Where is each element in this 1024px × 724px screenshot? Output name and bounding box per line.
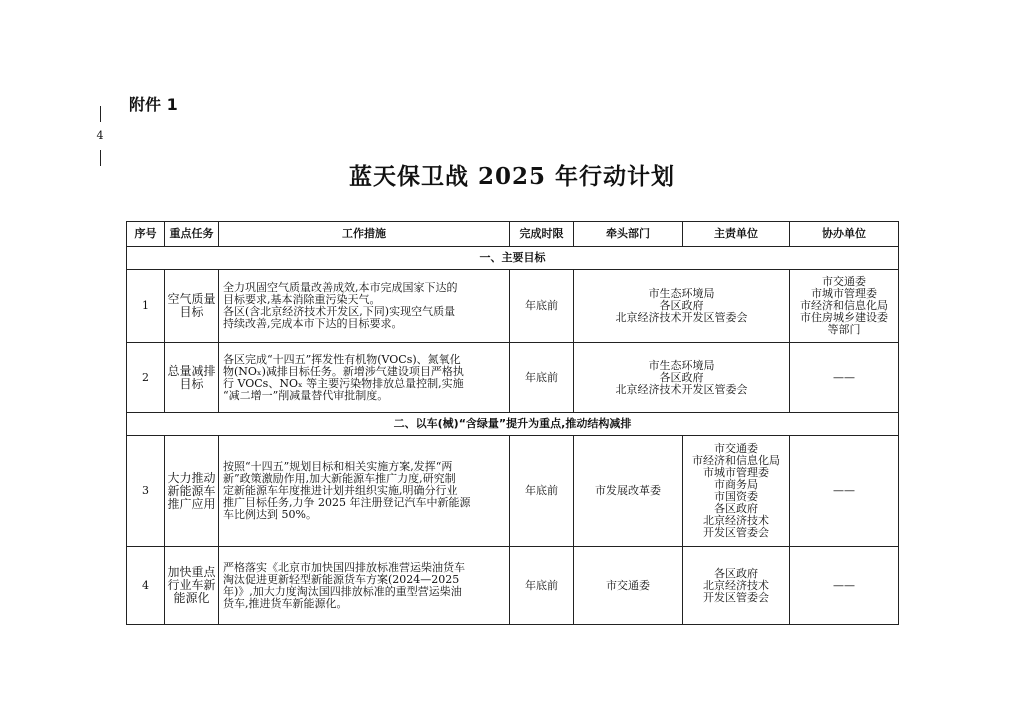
row-no: 1 bbox=[127, 270, 165, 343]
task-line: 目标 bbox=[179, 305, 204, 319]
section-title: 一、主要目标 bbox=[127, 247, 899, 270]
measure-line: 货车,推进货车新能源化。 bbox=[223, 596, 348, 610]
measure-line: 目标要求,基本消除重污染天气。 bbox=[223, 293, 381, 306]
department-line: 市交通委 bbox=[714, 442, 758, 455]
page-number: 4 bbox=[96, 129, 104, 142]
task-line: 空气质量 bbox=[167, 292, 216, 306]
page-number-dash-top bbox=[100, 106, 101, 122]
header-deadline: 完成时限 bbox=[510, 222, 574, 247]
table-header-row bbox=[127, 222, 899, 247]
header-task: 重点任务 bbox=[165, 222, 219, 247]
row-assist bbox=[790, 270, 899, 343]
department-line: 市生态环境局 bbox=[648, 358, 715, 372]
measure-line: 年)》,加大力度淘汰国四排放标准的重型营运柴油 bbox=[223, 584, 462, 598]
table-row bbox=[127, 436, 899, 547]
department-line: 开发区管委会 bbox=[703, 526, 769, 539]
table-row bbox=[127, 547, 899, 625]
department-line: 各区政府 bbox=[714, 566, 758, 580]
department-line: 市交通委 bbox=[822, 275, 866, 288]
section-row bbox=[127, 413, 899, 436]
row-task bbox=[165, 436, 219, 547]
measure-line: 物(NOₓ)减排目标任务。新增涉气建设项目严格执 bbox=[223, 364, 464, 378]
header-measure: 工作措施 bbox=[219, 222, 510, 247]
task-line: 新能源车 bbox=[167, 483, 216, 498]
page-number-marker bbox=[92, 106, 108, 166]
row-measure bbox=[219, 270, 510, 343]
row-responsible bbox=[683, 547, 790, 625]
department-line: 市城市管理委 bbox=[703, 466, 769, 479]
task-line: 能源化 bbox=[173, 591, 210, 605]
header-responsible: 主责单位 bbox=[683, 222, 790, 247]
row-task bbox=[165, 343, 219, 413]
row-lead-responsible bbox=[574, 343, 790, 413]
department-line: 开发区管委会 bbox=[703, 590, 769, 604]
department-line: 市生态环境局 bbox=[648, 287, 715, 300]
measure-line: 定新能源车年度推进计划并组织实施,明确分行业 bbox=[223, 484, 458, 497]
row-deadline: 年底前 bbox=[510, 270, 574, 343]
row-lead: 市交通委 bbox=[574, 547, 683, 625]
row-assist: —— bbox=[790, 436, 899, 547]
table-row bbox=[127, 343, 899, 413]
row-task bbox=[165, 547, 219, 625]
header-assist: 协办单位 bbox=[790, 222, 899, 247]
task-line: 大力推动 bbox=[167, 470, 216, 485]
header-no: 序号 bbox=[127, 222, 165, 247]
row-no: 4 bbox=[127, 547, 165, 625]
measure-line: 行 VOCs、NOₓ 等主要污染物排放总量控制,实施 bbox=[223, 376, 464, 390]
action-plan-table bbox=[126, 221, 899, 625]
row-deadline: 年底前 bbox=[510, 343, 574, 413]
table-row bbox=[127, 270, 899, 343]
row-no: 3 bbox=[127, 436, 165, 547]
row-measure bbox=[219, 343, 510, 413]
department-line: 北京经济技术 bbox=[703, 514, 769, 527]
row-measure bbox=[219, 436, 510, 547]
row-assist: —— bbox=[790, 547, 899, 625]
task-line: 加快重点 bbox=[167, 565, 216, 579]
department-line: 市经济和信息化局 bbox=[800, 299, 888, 312]
measure-line: 全力巩固空气质量改善成效,本市完成国家下达的 bbox=[223, 281, 458, 294]
row-lead: 市发展改革委 bbox=[574, 436, 683, 547]
measure-line: 严格落实《北京市加快国四排放标准营运柴油货车 bbox=[223, 560, 465, 574]
measure-line: 持续改善,完成本市下达的目标要求。 bbox=[223, 317, 403, 330]
document-title: 蓝天保卫战 2025 年行动计划 bbox=[348, 163, 676, 190]
department-line: 北京经济技术 bbox=[703, 578, 769, 592]
department-line: 各区政府 bbox=[659, 370, 704, 384]
department-line: 市国资委 bbox=[714, 490, 758, 503]
department-line: 北京经济技术开发区管委会 bbox=[615, 311, 748, 324]
row-deadline: 年底前 bbox=[510, 436, 574, 547]
measure-line: 淘汰促进更新轻型新能源货车方案(2024—2025 bbox=[223, 572, 460, 586]
department-line: 等部门 bbox=[827, 323, 861, 336]
attachment-label: 附件 1 bbox=[129, 95, 178, 114]
row-assist: —— bbox=[790, 343, 899, 413]
row-deadline: 年底前 bbox=[510, 547, 574, 625]
row-lead-responsible bbox=[574, 270, 790, 343]
measure-line: 各区(含北京经济技术开发区,下同)实现空气质量 bbox=[223, 305, 456, 318]
task-line: 推广应用 bbox=[167, 496, 216, 511]
row-task bbox=[165, 270, 219, 343]
row-responsible bbox=[683, 436, 790, 547]
task-line: 总量减排 bbox=[167, 363, 216, 378]
measure-line: 新”政策激励作用,加大新能源车推广力度,研究制 bbox=[223, 472, 456, 485]
row-measure bbox=[219, 547, 510, 625]
measure-line: 按照“十四五”规划目标和相关实施方案,发挥“两 bbox=[223, 460, 453, 473]
department-line: 市商务局 bbox=[714, 478, 758, 491]
department-line: 各区政府 bbox=[714, 502, 758, 515]
measure-line: “减二增一”削减量替代审批制度。 bbox=[223, 388, 389, 402]
department-line: 市经济和信息化局 bbox=[692, 454, 780, 467]
task-line: 行业车新 bbox=[167, 578, 216, 592]
section-title: 二、以车(械)“含绿量”提升为重点,推动结构减排 bbox=[127, 413, 899, 436]
header-lead: 牵头部门 bbox=[574, 222, 683, 247]
section-row bbox=[127, 247, 899, 270]
row-no: 2 bbox=[127, 343, 165, 413]
measure-line: 推广目标任务,力争 2025 年注册登记汽车中新能源 bbox=[223, 496, 471, 509]
department-line: 市住房城乡建设委 bbox=[800, 311, 888, 324]
measure-line: 车比例达到 50%。 bbox=[223, 508, 317, 521]
measure-line: 各区完成“十四五”挥发性有机物(VOCs)、氮氧化 bbox=[223, 352, 461, 366]
department-line: 市城市管理委 bbox=[811, 287, 877, 300]
department-line: 北京经济技术开发区管委会 bbox=[615, 382, 748, 396]
department-line: 各区政府 bbox=[659, 299, 704, 312]
task-line: 目标 bbox=[179, 376, 204, 391]
